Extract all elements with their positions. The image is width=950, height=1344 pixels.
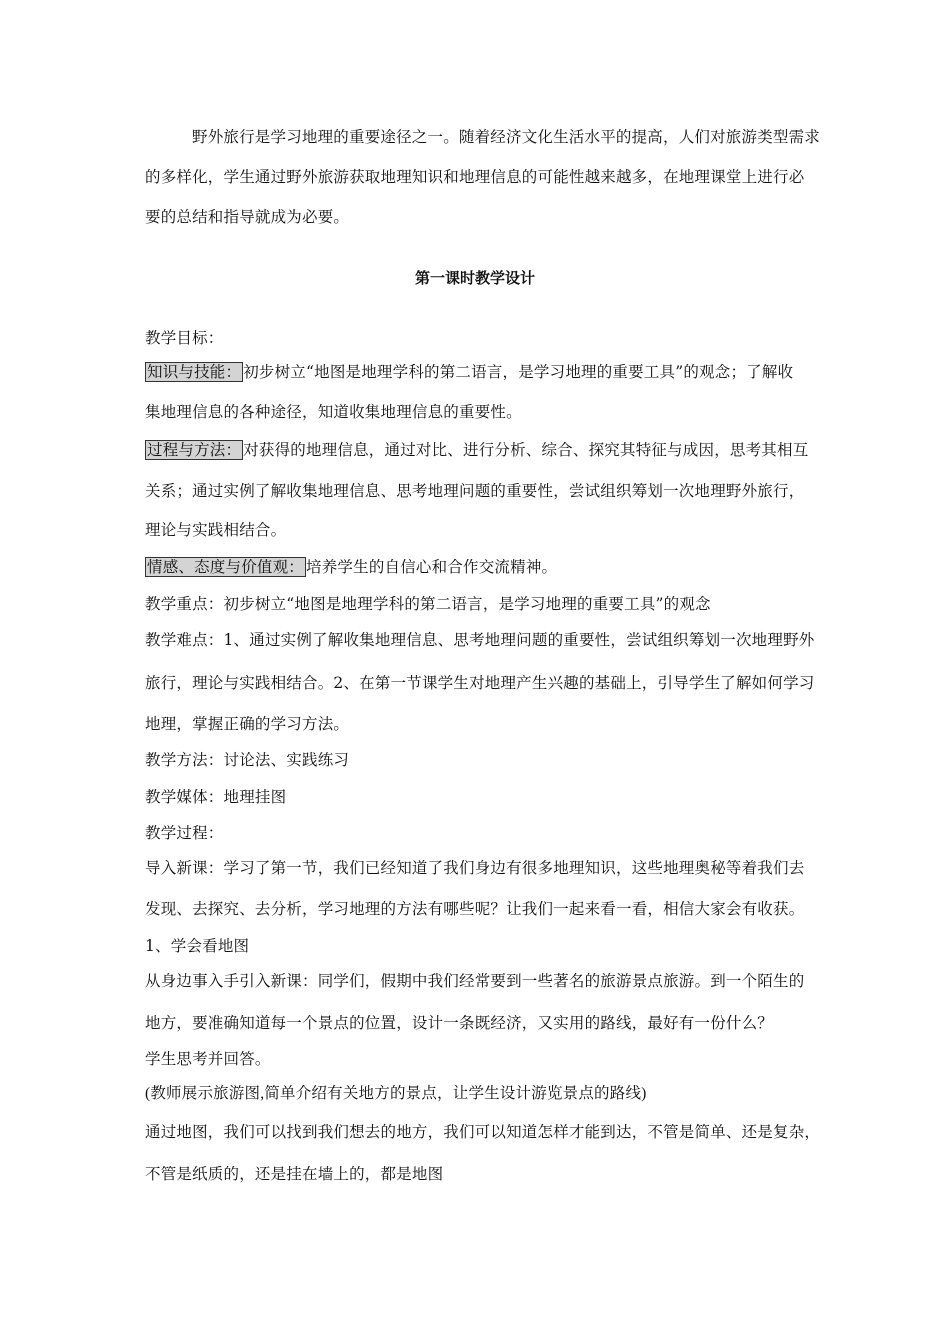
knowledge-goal-line: 集地理信息的各种途径，知道收集地理信息的重要性。 (145, 403, 522, 421)
teaching-method: 教学方法：讨论法、实践练习 (145, 751, 350, 769)
process-goal-line: 关系；通过实例了解收集地理信息、思考地理问题的重要性，尝试组织筹划一次地理野外旅行， (145, 482, 805, 500)
difficulty-line: 旅行，理论与实践相结合。2、在第一节课学生对地理产生兴趣的基础上，引导学生了解如何学习 (145, 674, 815, 692)
difficulty-line: 地理，掌握正确的学习方法。 (145, 715, 350, 733)
intro-paragraph-line: 的多样化，学生通过野外旅游获取地理知识和地理信息的可能性越来越多，在地理课堂上进行必 (145, 168, 805, 186)
process-text: 对获得的地理信息，通过对比、进行分析、综合、探究其特征与成因，思考其相互 (243, 441, 809, 459)
knowledge-text: 初步树立“地图是地理学科的第二语言，是学习地理的重要工具”的观念；了解收 (243, 363, 794, 381)
step1-line: (教师展示旅游图,简单介绍有关地方的景点，让学生设计游览景点的路线) (145, 1085, 647, 1102)
step1-line: 学生思考并回答。 (145, 1050, 271, 1068)
key-point: 教学重点：初步树立“地图是地理学科的第二语言，是学习地理的重要工具”的观念 (145, 595, 711, 613)
difficulty-line: 教学难点：1、通过实例了解收集地理信息、思考地理问题的重要性，尝试组织筹划一次地理野外 (145, 631, 815, 649)
goals-heading: 教学目标： (145, 329, 224, 347)
step1-heading: 1、学会看地图 (145, 937, 250, 955)
process-label: 过程与方法： (147, 441, 242, 459)
teaching-media: 教学媒体：地理挂图 (145, 788, 287, 806)
intro-paragraph-line: 野外旅行是学习地理的重要途径之一。随着经济文化生活水平的提高，人们对旅游类型需求 (192, 128, 821, 146)
lesson-intro-line: 导入新课：学习了第一节，我们已经知道了我们身边有很多地理知识，这些地理奥秘等着我们去 (145, 859, 805, 877)
emotion-text: 培养学生的自信心和合作交流精神。 (306, 558, 558, 576)
step1-line: 地方，要准确知道每一个景点的位置，设计一条既经济，又实用的路线，最好有一份什么？ (145, 1014, 774, 1032)
step1-line: 不管是纸质的，还是挂在墙上的，都是地图 (145, 1165, 444, 1183)
knowledge-goal-line (145, 361, 875, 383)
emotion-label: 情感、态度与价值观： (147, 558, 305, 576)
knowledge-label: 知识与技能： (147, 363, 242, 381)
process-heading: 教学过程： (145, 824, 224, 842)
section-title: 第一课时教学设计 (414, 269, 535, 287)
emotion-goal-line (145, 556, 875, 578)
lesson-intro-line: 发现、去探究、去分析，学习地理的方法有哪些呢？让我们一起来看一看，相信大家会有收获。 (145, 900, 805, 918)
step1-line: 通过地图，我们可以找到我们想去的地方，我们可以知道怎样才能到达，不管是简单、还是复杂， (145, 1123, 821, 1141)
process-goal-line: 理论与实践相结合。 (145, 521, 287, 539)
step1-line: 从身边事入手引入新课：同学们，假期中我们经常要到一些著名的旅游景点旅游。到一个陌生的 (145, 972, 805, 990)
process-goal-line (145, 439, 875, 461)
intro-paragraph-line: 要的总结和指导就成为必要。 (145, 208, 350, 226)
